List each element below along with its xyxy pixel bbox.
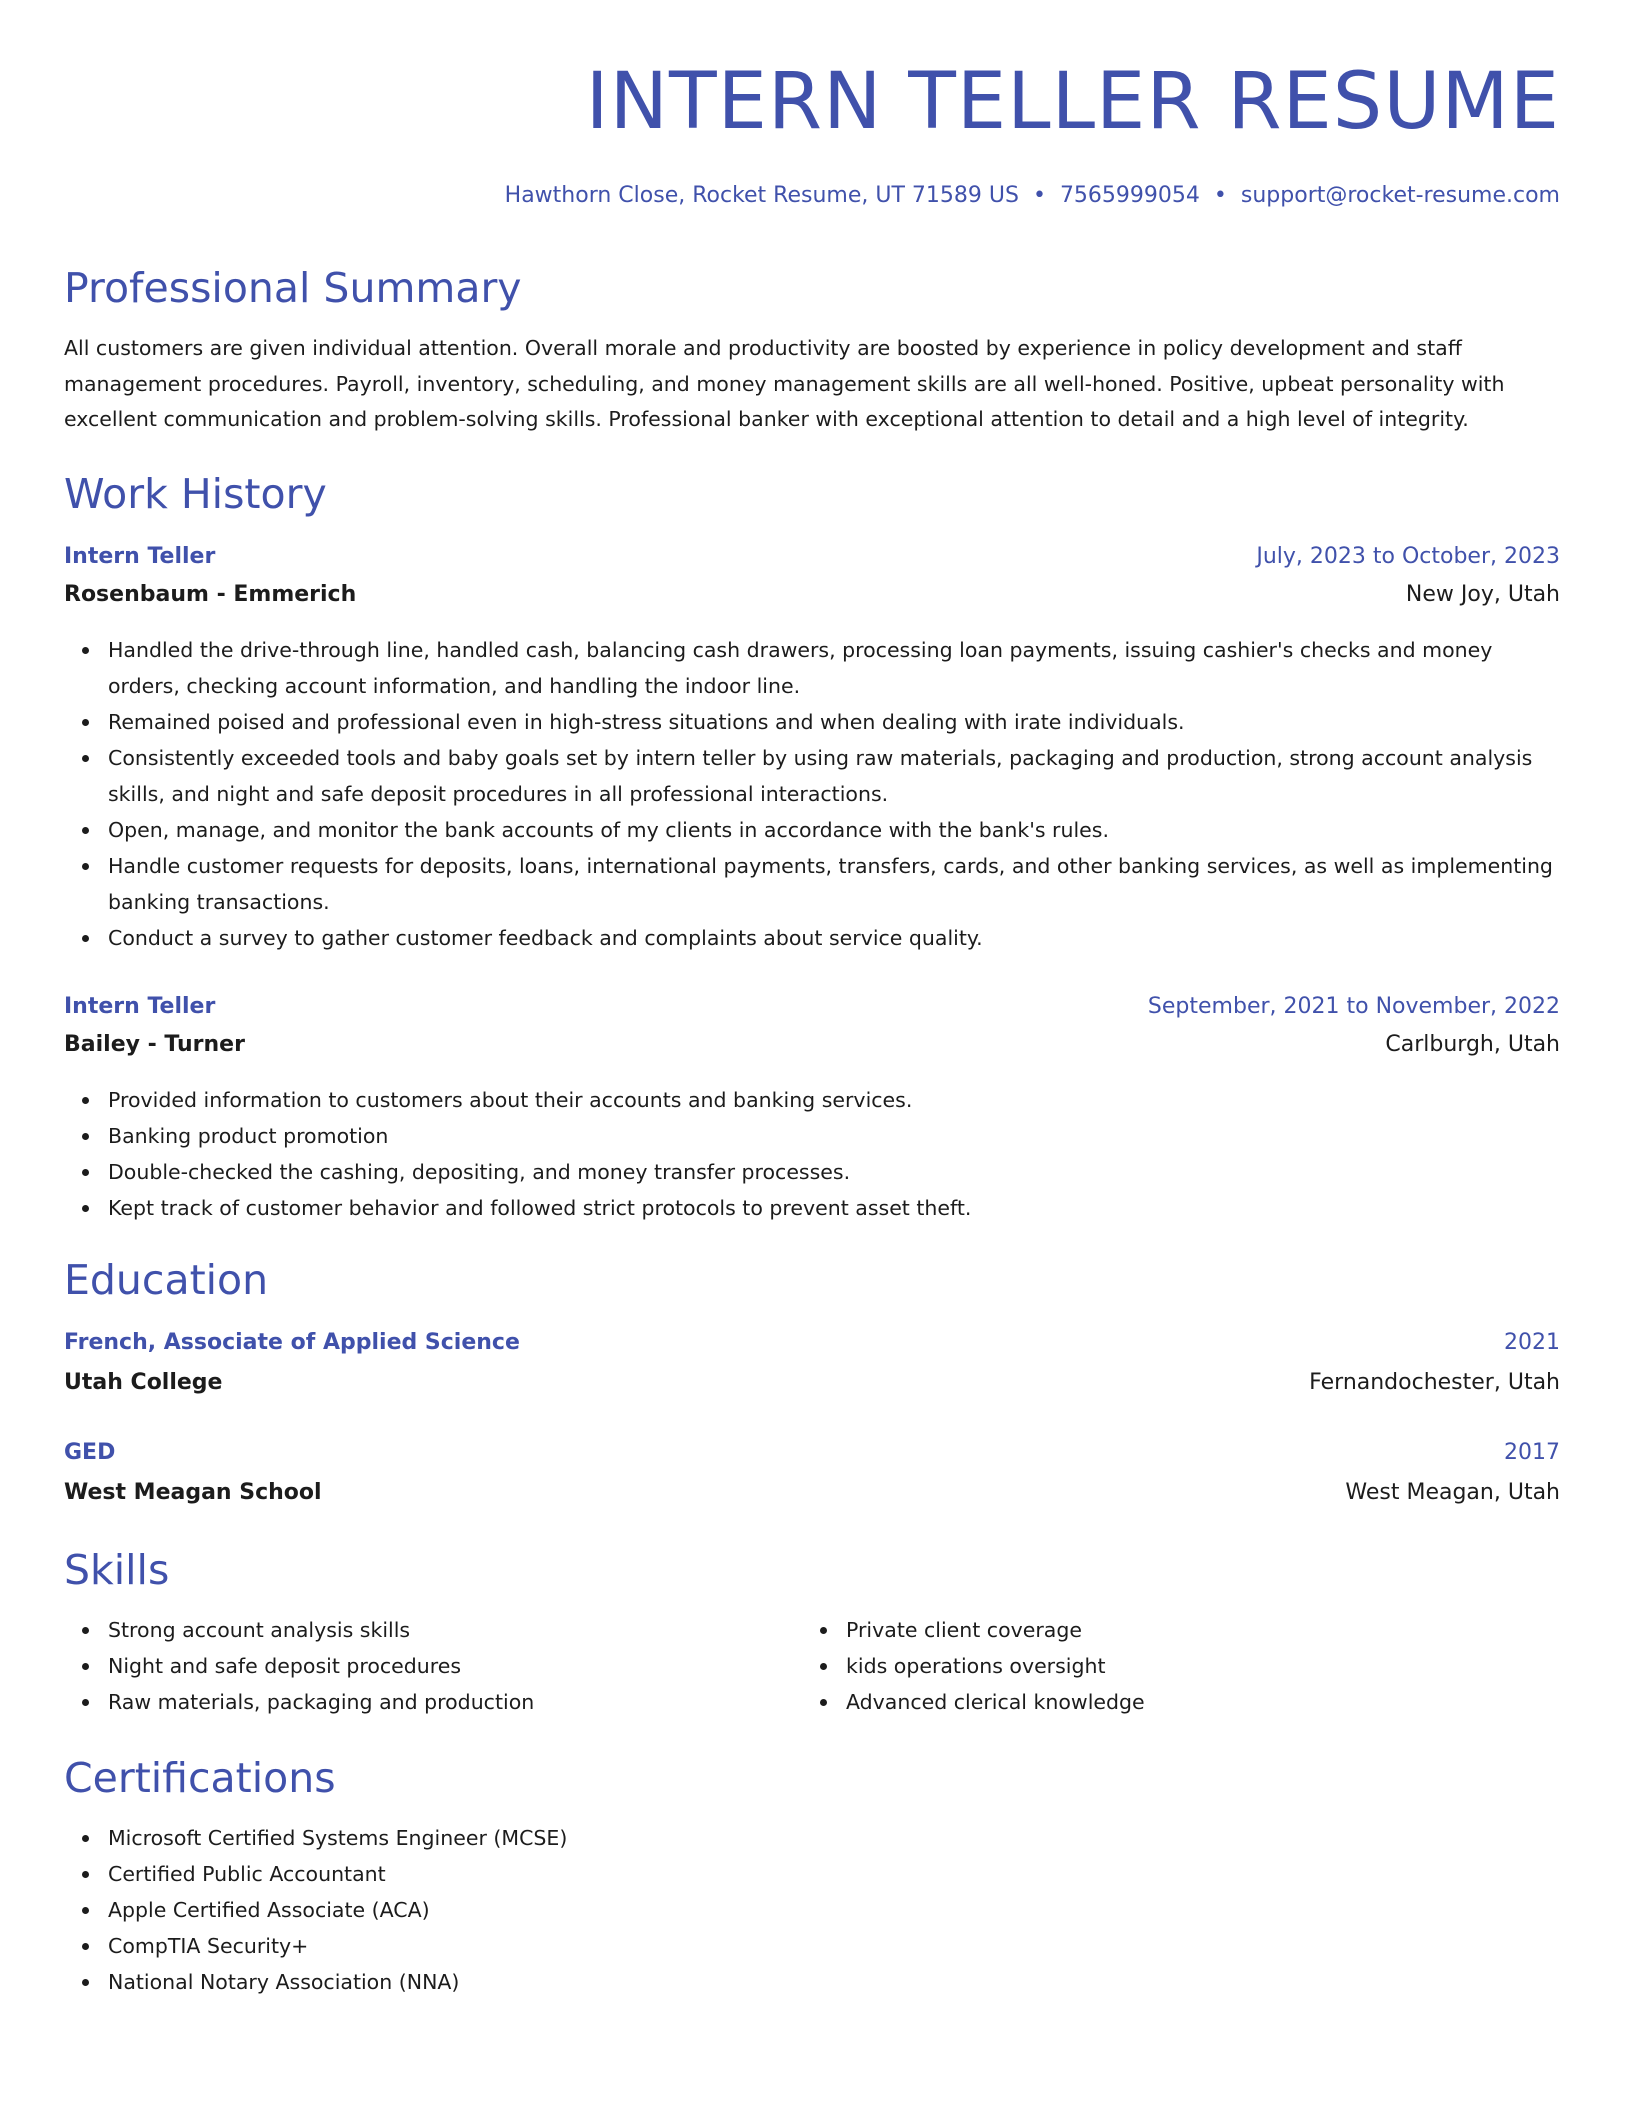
job-bullet: Consistently exceeded tools and baby goals set by intern teller by using raw materials, packaging and production, strong account analysis skills, and night and safe deposit procedures in all professional interactions.	[108, 740, 1560, 812]
certification-item: Certified Public Accountant	[108, 1856, 1560, 1892]
job-bullet: Conduct a survey to gather customer feedback and complaints about service quality.	[108, 920, 1560, 956]
skills-list-right	[802, 1612, 1560, 1720]
contact-separator: •	[1213, 183, 1227, 208]
education-location: West Meagan, Utah	[1345, 1480, 1560, 1505]
skill-item: Raw materials, packaging and production	[108, 1684, 800, 1720]
certification-item: National Notary Association (NNA)	[108, 1964, 1560, 2000]
job-role: Intern Teller	[64, 544, 216, 569]
job-bullet: Open, manage, and monitor the bank accounts of my clients in accordance with the bank's rules.	[108, 812, 1560, 848]
education-heading: Education	[64, 1256, 269, 1304]
job-title-row	[64, 988, 1560, 1026]
skills-list-left	[64, 1612, 800, 1720]
job-role: Intern Teller	[64, 994, 216, 1019]
job-bullet: Double-checked the cashing, depositing, and money transfer processes.	[108, 1154, 1560, 1190]
contact-email[interactable]: support@rocket-resume.com	[1240, 183, 1560, 208]
certification-item: CompTIA Security+	[108, 1928, 1560, 1964]
contact-line	[505, 180, 1560, 212]
education-location: Fernandochester, Utah	[1309, 1370, 1560, 1395]
skills-heading: Skills	[64, 1546, 170, 1594]
job-bullet: Provided information to customers about their accounts and banking services.	[108, 1082, 1560, 1118]
contact-phone[interactable]: 7565999054	[1059, 183, 1200, 208]
summary-heading: Professional Summary	[64, 264, 522, 312]
certification-item: Apple Certified Associate (ACA)	[108, 1892, 1560, 1928]
job-bullet: Kept track of customer behavior and followed strict protocols to prevent asset theft.	[108, 1190, 1560, 1226]
job-bullet: Remained poised and professional even in high-stress situations and when dealing with irate individuals.	[108, 704, 1560, 740]
job-company-row	[64, 576, 1560, 614]
certifications-heading: Certifications	[64, 1754, 336, 1802]
job-bullet: Handle customer requests for deposits, loans, international payments, transfers, cards, and other banking services, as well as implementing banking transactions.	[108, 848, 1560, 920]
skill-item: Private client coverage	[846, 1612, 1560, 1648]
job-company: Bailey - Turner	[64, 1032, 245, 1057]
certification-item: Microsoft Certified Systems Engineer (MCSE)	[108, 1820, 1560, 1856]
job-company-row	[64, 1026, 1560, 1064]
job-bullet-list	[64, 1082, 1560, 1226]
education-title-row	[64, 1324, 1560, 1362]
education-school: West Meagan School	[64, 1480, 322, 1505]
job-bullet-list	[64, 632, 1560, 956]
job-location: New Joy, Utah	[1405, 582, 1560, 607]
contact-address: Hawthorn Close, Rocket Resume, UT 71589 US	[504, 183, 1019, 208]
skill-item: kids operations oversight	[846, 1648, 1560, 1684]
education-year: 2017	[1504, 1440, 1560, 1465]
job-bullet: Handled the drive-through line, handled cash, balancing cash drawers, processing loan payments, issuing cashier's checks and money orders, checking account information, and handling the indoor line.	[108, 632, 1560, 704]
education-title-row	[64, 1434, 1560, 1472]
resume-title: INTERN TELLER RESUME	[585, 57, 1560, 147]
skill-item: Strong account analysis skills	[108, 1612, 800, 1648]
education-school-row	[64, 1474, 1560, 1512]
job-dates: July, 2023 to October, 2023	[1256, 544, 1560, 569]
education-school-row	[64, 1364, 1560, 1402]
job-bullet: Banking product promotion	[108, 1118, 1560, 1154]
job-dates: September, 2021 to November, 2022	[1147, 994, 1560, 1019]
certifications-list	[64, 1820, 1560, 2000]
summary-text: All customers are given individual attention. Overall morale and productivity are boosted by experience in policy development and staff management procedures. Payroll, inventory, scheduling, and money management skills are all well-honed. Positive, upbeat personality with excellent communication and problem-solving skills. Professional banker with exceptional attention to detail and a high level of integrity.	[64, 336, 1505, 432]
skill-item: Advanced clerical knowledge	[846, 1684, 1560, 1720]
education-degree: GED	[64, 1440, 116, 1465]
education-degree: French, Associate of Applied Science	[64, 1330, 520, 1355]
skill-item: Night and safe deposit procedures	[108, 1648, 800, 1684]
work-history-heading: Work History	[64, 470, 327, 518]
education-school: Utah College	[64, 1370, 223, 1395]
job-title-row	[64, 538, 1560, 576]
job-company: Rosenbaum - Emmerich	[64, 582, 357, 607]
contact-separator: •	[1032, 183, 1046, 208]
education-year: 2021	[1504, 1330, 1560, 1355]
job-location: Carlburgh, Utah	[1385, 1032, 1560, 1057]
